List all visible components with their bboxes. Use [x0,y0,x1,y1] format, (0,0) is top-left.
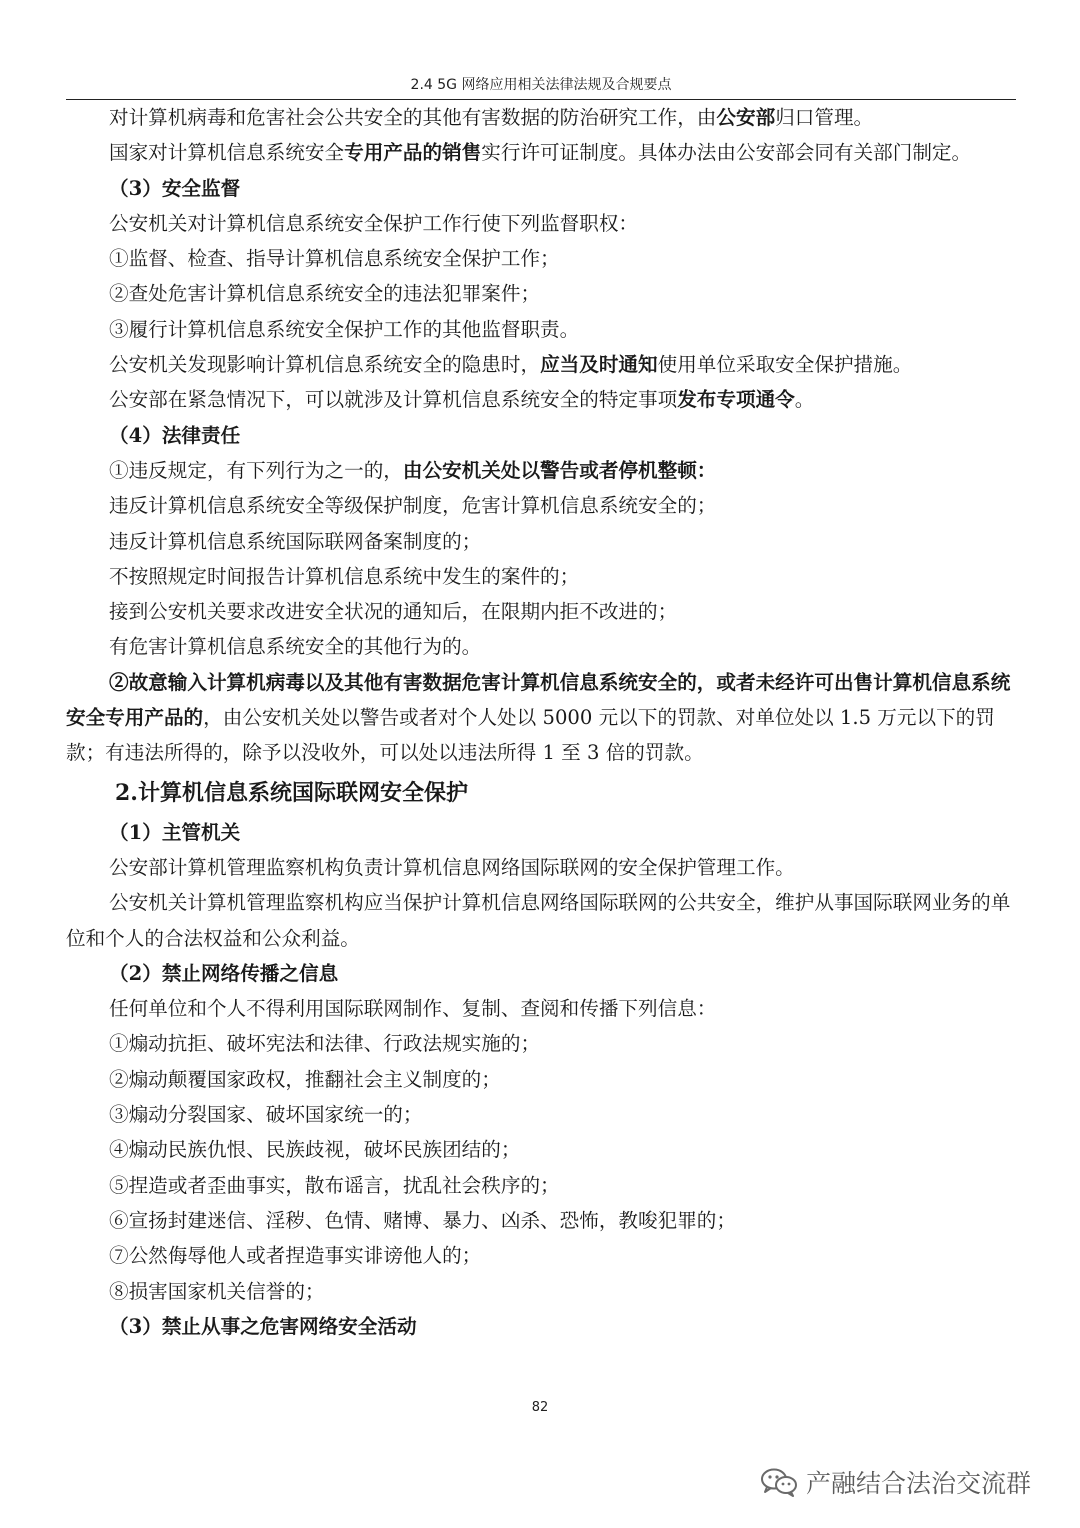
paragraph-prohibited-intro: 任何单位和个人不得利用国际联网制作、复制、查阅和传播下列信息： [109,997,717,1021]
list-item: ⑥宣扬封建迷信、淫秽、色情、赌博、暴力、凶杀、恐怖，教唆犯罪的； [109,1208,736,1232]
paragraph-violations: ①违反规定，有下列行为之一的，由公安机关处以警告或者停机整顿： [109,458,717,482]
page-number: 82 [531,1400,549,1415]
subheading-security-supervision: （3）安全监督 [109,176,241,200]
section-heading-intl-network: 2.计算机信息系统国际联网安全保护 [115,779,468,806]
subheading-prohibited-info: （2）禁止网络传播之信息 [109,961,339,985]
subheading-competent-authority: （1）主管机关 [109,820,241,844]
list-item: ⑤捏造或者歪曲事实，散布谣言，扰乱社会秩序的； [109,1173,560,1197]
paragraph-supervision-powers: 公安机关对计算机信息系统安全保护工作行使下列监督职权： [109,211,639,235]
running-header: 2.4 5G 网络应用相关法律法规及合规要点 [410,77,672,93]
document-body [66,100,1018,1344]
paragraph-authority: 公安部计算机管理监察机构负责计算机信息网络国际联网的安全保护管理工作。 [109,855,795,879]
paragraph-emergency: 公安部在紧急情况下，可以就涉及计算机信息系统安全的特定事项发布专项通令。 [109,388,815,412]
subheading-prohibited-activities: （3）禁止从事之危害网络安全活动 [109,1314,417,1338]
list-item: 违反计算机信息系统安全等级保护制度，危害计算机信息系统安全的； [109,494,717,518]
watermark [760,1462,1060,1502]
wechat-icon [760,1467,798,1497]
list-item: ①监督、检查、指导计算机信息系统安全保护工作； [109,247,560,271]
paragraph-virus-management: 对计算机病毒和危害社会公共安全的其他有害数据的防治研究工作，由公安部归口管理。 [109,106,874,129]
paragraph-public-security: 公安机关计算机管理监察机构应当保护计算机信息网络国际联网的公共安全，维护从事国际联网业务的单位和个人的合法权益和公众利益。 [66,891,1011,950]
paragraph-penalties: ②故意输入计算机病毒以及其他有害数据危害计算机信息系统安全的，或者未经许可出售计算机信息系统安全专用产品的，由公安机关处以警告或者对个人处以 5000 元以下的罚款、对单位处以 1.5 万元以下的罚款；有违法所得的，除予以没收外，可以处以违法所得 1 至 3 倍的罚款。 [66,670,1011,765]
paragraph-notify: 公安机关发现影响计算机信息系统安全的隐患时，应当及时通知使用单位采取安全保护措施。 [109,353,913,377]
list-item: 违反计算机信息系统国际联网备案制度的； [109,529,482,553]
list-item: ⑧损害国家机关信誉的； [109,1279,325,1303]
list-item: ②查处危害计算机信息系统安全的违法犯罪案件； [109,282,541,306]
list-item: 有危害计算机信息系统安全的其他行为的。 [109,635,482,659]
list-item: ②煽动颠覆国家政权，推翻社会主义制度的； [109,1067,501,1091]
list-item: 不按照规定时间报告计算机信息系统中发生的案件的； [109,564,580,588]
list-item: ⑦公然侮辱他人或者捏造事实诽谤他人的； [109,1244,482,1268]
watermark-text: 产融结合法治交流群 [806,1469,1032,1498]
subheading-legal-liability: （4）法律责任 [109,423,241,447]
paragraph-product-license: 国家对计算机信息系统安全专用产品的销售实行许可证制度。具体办法由公安部会同有关部门制定。 [109,141,972,165]
list-item: 接到公安机关要求改进安全状况的通知后，在限期内拒不改进的； [109,600,678,624]
list-item: ④煽动民族仇恨、民族歧视，破坏民族团结的； [109,1138,521,1162]
list-item: ①煽动抗拒、破坏宪法和法律、行政法规实施的； [109,1032,541,1056]
list-item: ③煽动分裂国家、破坏国家统一的； [109,1103,423,1127]
list-item: ③履行计算机信息系统安全保护工作的其他监督职责。 [109,317,580,341]
